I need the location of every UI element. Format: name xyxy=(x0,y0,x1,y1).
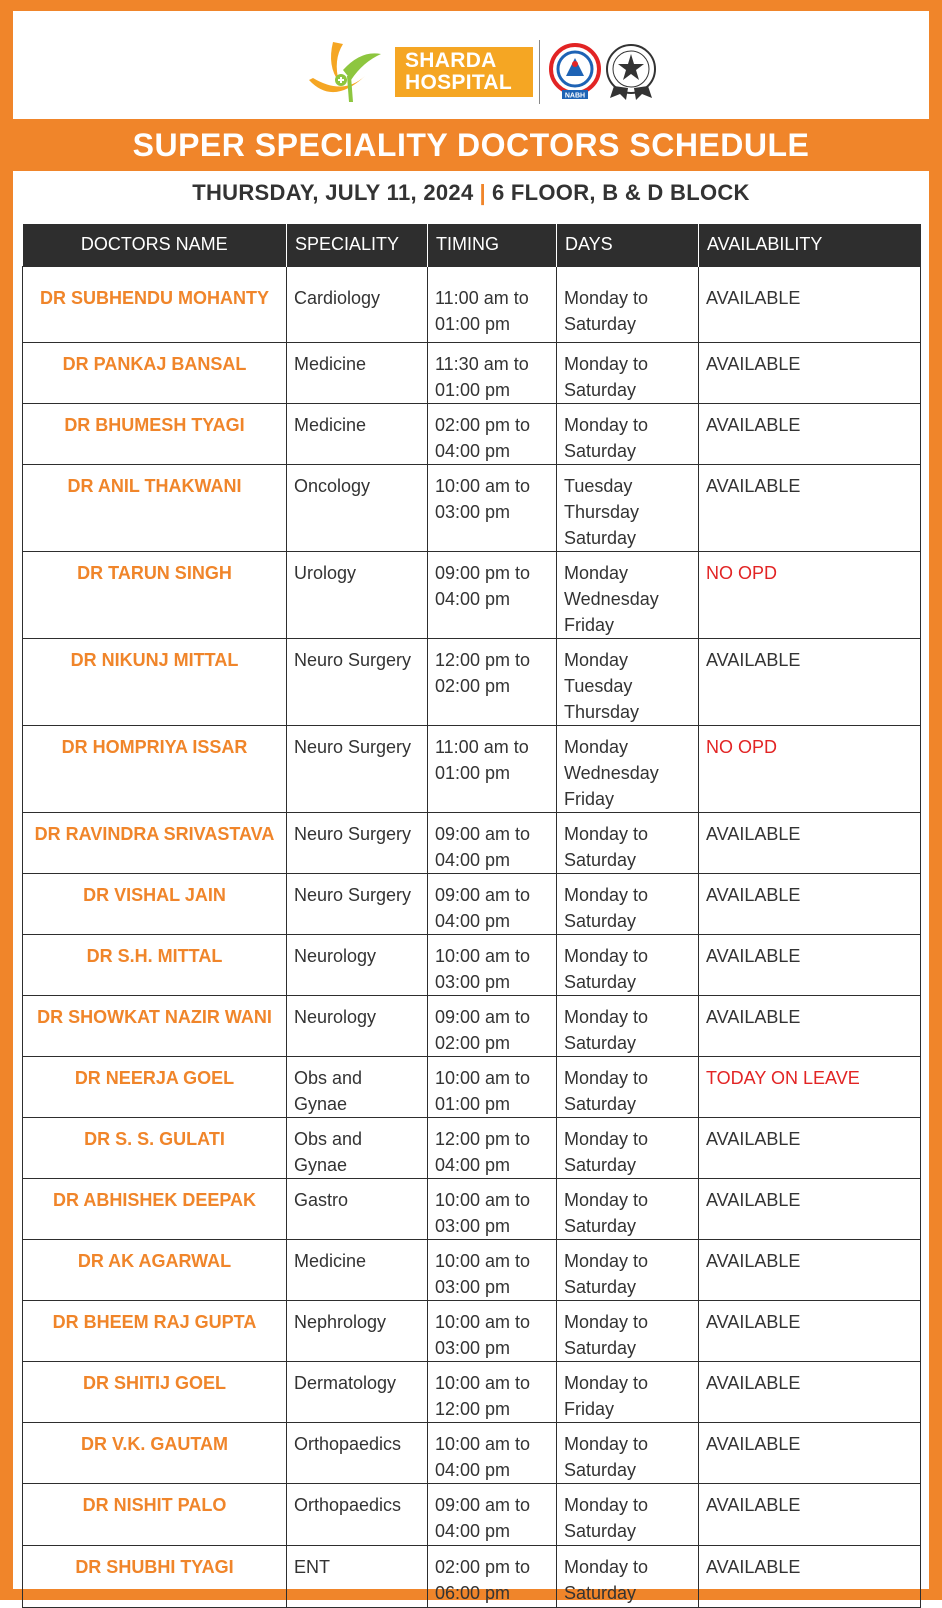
speciality-cell: Nephrology xyxy=(287,1300,428,1361)
availability-cell: AVAILABLE xyxy=(699,1422,921,1483)
days-cell: Monday to Saturday xyxy=(557,342,699,403)
days-cell: Monday to Saturday xyxy=(557,1545,699,1607)
accreditation-emblem-icon xyxy=(604,42,658,102)
doctor-name-cell: DR V.K. GAUTAM xyxy=(23,1422,287,1483)
availability-cell: AVAILABLE xyxy=(699,995,921,1056)
availability-cell: AVAILABLE xyxy=(699,1178,921,1239)
column-header-name: DOCTORS NAME xyxy=(23,224,287,266)
table-row xyxy=(23,1545,921,1607)
timing-cell: 02:00 pm to 06:00 pm xyxy=(428,1545,557,1607)
timing-cell: 10:00 am to 03:00 pm xyxy=(428,934,557,995)
speciality-cell: Medicine xyxy=(287,403,428,464)
brand-name xyxy=(395,47,533,97)
days-cell: Monday to Saturday xyxy=(557,266,699,342)
speciality-cell: Dermatology xyxy=(287,1361,428,1422)
timing-cell: 09:00 am to 02:00 pm xyxy=(428,995,557,1056)
timing-cell: 09:00 am to 04:00 pm xyxy=(428,812,557,873)
timing-cell: 09:00 pm to 04:00 pm xyxy=(428,551,557,638)
speciality-cell: Oncology xyxy=(287,464,428,551)
availability-cell: AVAILABLE xyxy=(699,403,921,464)
table-row xyxy=(23,403,921,464)
speciality-cell: Cardiology xyxy=(287,266,428,342)
availability-cell: AVAILABLE xyxy=(699,873,921,934)
schedule-date: THURSDAY, JULY 11, 2024 xyxy=(192,180,474,205)
schedule-location: 6 FLOOR, B & D BLOCK xyxy=(491,180,750,205)
availability-cell: AVAILABLE xyxy=(699,1545,921,1607)
availability-cell: AVAILABLE xyxy=(699,812,921,873)
availability-cell: AVAILABLE xyxy=(699,1483,921,1545)
logo-row xyxy=(303,35,683,109)
timing-cell: 12:00 pm to 04:00 pm xyxy=(428,1117,557,1178)
doctor-name-cell: DR VISHAL JAIN xyxy=(23,873,287,934)
timing-cell: 10:00 am to 12:00 pm xyxy=(428,1361,557,1422)
days-cell: Monday Tuesday Thursday xyxy=(557,638,699,725)
timing-cell: 10:00 am to 03:00 pm xyxy=(428,1300,557,1361)
nabh-seal-icon xyxy=(548,42,602,102)
table-header-row xyxy=(23,224,921,266)
schedule-subtitle xyxy=(13,180,929,206)
speciality-cell: Medicine xyxy=(287,342,428,403)
availability-cell: AVAILABLE xyxy=(699,934,921,995)
doctor-name-cell: DR NISHIT PALO xyxy=(23,1483,287,1545)
table-row xyxy=(23,1483,921,1545)
table-row xyxy=(23,464,921,551)
table-row xyxy=(23,934,921,995)
speciality-cell: Neurology xyxy=(287,995,428,1056)
title-bar xyxy=(13,119,929,171)
days-cell: Monday to Saturday xyxy=(557,1483,699,1545)
sharda-logo-icon xyxy=(303,36,389,108)
availability-cell: AVAILABLE xyxy=(699,464,921,551)
table-row xyxy=(23,1178,921,1239)
days-cell: Monday to Saturday xyxy=(557,1178,699,1239)
days-cell: Monday to Saturday xyxy=(557,812,699,873)
speciality-cell: Neuro Surgery xyxy=(287,873,428,934)
timing-cell: 11:00 am to 01:00 pm xyxy=(428,725,557,812)
doctor-name-cell: DR BHEEM RAJ GUPTA xyxy=(23,1300,287,1361)
doctor-name-cell: DR PANKAJ BANSAL xyxy=(23,342,287,403)
table-row xyxy=(23,725,921,812)
brand-line-1: SHARDA xyxy=(405,49,497,72)
speciality-cell: Neuro Surgery xyxy=(287,725,428,812)
days-cell: Monday to Saturday xyxy=(557,403,699,464)
days-cell: Monday to Friday xyxy=(557,1361,699,1422)
speciality-cell: Gastro xyxy=(287,1178,428,1239)
table-row xyxy=(23,1300,921,1361)
doctor-name-cell: DR SHOWKAT NAZIR WANI xyxy=(23,995,287,1056)
timing-cell: 09:00 am to 04:00 pm xyxy=(428,873,557,934)
doctor-name-cell: DR HOMPRIYA ISSAR xyxy=(23,725,287,812)
table-row xyxy=(23,1361,921,1422)
days-cell: Tuesday Thursday Saturday xyxy=(557,464,699,551)
table-row xyxy=(23,995,921,1056)
column-header-timing: TIMING xyxy=(428,224,557,266)
subtitle-separator: | xyxy=(479,180,486,205)
timing-cell: 10:00 am to 03:00 pm xyxy=(428,1178,557,1239)
doctor-name-cell: DR SHITIJ GOEL xyxy=(23,1361,287,1422)
timing-cell: 02:00 pm to 04:00 pm xyxy=(428,403,557,464)
availability-cell: AVAILABLE xyxy=(699,266,921,342)
doctor-name-cell: DR AK AGARWAL xyxy=(23,1239,287,1300)
nabh-label: NABH xyxy=(564,92,586,100)
speciality-cell: ENT xyxy=(287,1545,428,1607)
doctor-name-cell: DR NIKUNJ MITTAL xyxy=(23,638,287,725)
timing-cell: 10:00 am to 01:00 pm xyxy=(428,1056,557,1117)
days-cell: Monday to Saturday xyxy=(557,1056,699,1117)
availability-cell-unavailable: TODAY ON LEAVE xyxy=(699,1056,921,1117)
doctor-name-cell: DR TARUN SINGH xyxy=(23,551,287,638)
availability-cell-unavailable: NO OPD xyxy=(699,551,921,638)
days-cell: Monday to Saturday xyxy=(557,1422,699,1483)
doctor-name-cell: DR S. S. GULATI xyxy=(23,1117,287,1178)
column-header-days: DAYS xyxy=(557,224,699,266)
column-header-speciality: SPECIALITY xyxy=(287,224,428,266)
availability-cell: AVAILABLE xyxy=(699,1239,921,1300)
table-row xyxy=(23,1422,921,1483)
table-row xyxy=(23,1117,921,1178)
days-cell: Monday to Saturday xyxy=(557,995,699,1056)
speciality-cell: Urology xyxy=(287,551,428,638)
table-row xyxy=(23,873,921,934)
timing-cell: 10:00 am to 03:00 pm xyxy=(428,1239,557,1300)
speciality-cell: Orthopaedics xyxy=(287,1422,428,1483)
days-cell: Monday Wednesday Friday xyxy=(557,725,699,812)
header xyxy=(13,11,929,119)
table-row xyxy=(23,638,921,725)
timing-cell: 12:00 pm to 02:00 pm xyxy=(428,638,557,725)
doctor-name-cell: DR SHUBHI TYAGI xyxy=(23,1545,287,1607)
availability-cell: AVAILABLE xyxy=(699,342,921,403)
timing-cell: 11:00 am to 01:00 pm xyxy=(428,266,557,342)
speciality-cell: Neuro Surgery xyxy=(287,638,428,725)
doctor-name-cell: DR NEERJA GOEL xyxy=(23,1056,287,1117)
table-row xyxy=(23,1056,921,1117)
availability-cell: AVAILABLE xyxy=(699,1117,921,1178)
brand-line-2: HOSPITAL xyxy=(405,71,513,94)
page-title: SUPER SPECIALITY DOCTORS SCHEDULE xyxy=(132,127,810,163)
days-cell: Monday to Saturday xyxy=(557,1117,699,1178)
availability-cell-unavailable: NO OPD xyxy=(699,725,921,812)
doctor-name-cell: DR ABHISHEK DEEPAK xyxy=(23,1178,287,1239)
speciality-cell: Orthopaedics xyxy=(287,1483,428,1545)
timing-cell: 09:00 am to 04:00 pm xyxy=(428,1483,557,1545)
table-row xyxy=(23,551,921,638)
speciality-cell: Neurology xyxy=(287,934,428,995)
days-cell: Monday to Saturday xyxy=(557,934,699,995)
doctor-name-cell: DR ANIL THAKWANI xyxy=(23,464,287,551)
speciality-cell: Neuro Surgery xyxy=(287,812,428,873)
speciality-cell: Obs and Gynae xyxy=(287,1117,428,1178)
availability-cell: AVAILABLE xyxy=(699,638,921,725)
doctor-name-cell: DR RAVINDRA SRIVASTAVA xyxy=(23,812,287,873)
table-row xyxy=(23,1239,921,1300)
logo-divider xyxy=(539,40,540,104)
timing-cell: 11:30 am to 01:00 pm xyxy=(428,342,557,403)
speciality-cell: Obs and Gynae xyxy=(287,1056,428,1117)
timing-cell: 10:00 am to 03:00 pm xyxy=(428,464,557,551)
table-row xyxy=(23,812,921,873)
days-cell: Monday to Saturday xyxy=(557,1239,699,1300)
availability-cell: AVAILABLE xyxy=(699,1361,921,1422)
doctors-schedule-table xyxy=(22,224,921,1608)
table-row xyxy=(23,266,921,342)
days-cell: Monday to Saturday xyxy=(557,873,699,934)
speciality-cell: Medicine xyxy=(287,1239,428,1300)
availability-cell: AVAILABLE xyxy=(699,1300,921,1361)
column-header-availability: AVAILABILITY xyxy=(699,224,921,266)
doctor-name-cell: DR S.H. MITTAL xyxy=(23,934,287,995)
doctor-name-cell: DR SUBHENDU MOHANTY xyxy=(23,266,287,342)
days-cell: Monday Wednesday Friday xyxy=(557,551,699,638)
doctor-name-cell: DR BHUMESH TYAGI xyxy=(23,403,287,464)
table-row xyxy=(23,342,921,403)
days-cell: Monday to Saturday xyxy=(557,1300,699,1361)
timing-cell: 10:00 am to 04:00 pm xyxy=(428,1422,557,1483)
